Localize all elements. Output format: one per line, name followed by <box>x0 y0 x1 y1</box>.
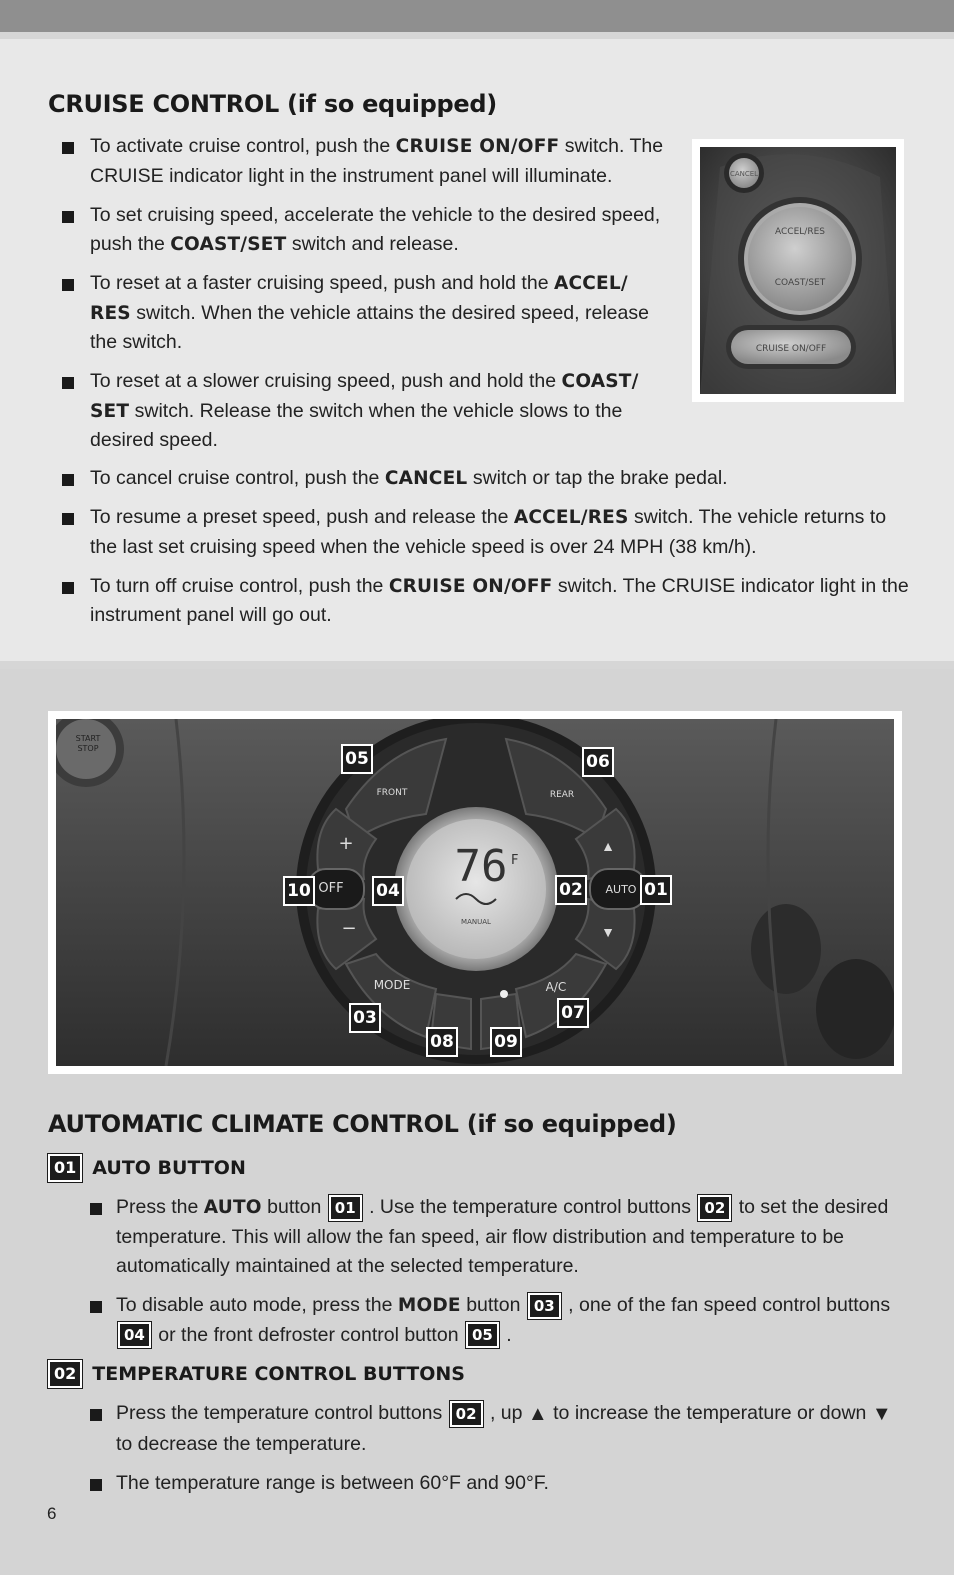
front-label: FRONT <box>376 788 408 798</box>
callout-01: 01 <box>640 875 672 905</box>
climate-bullet: Press the AUTO button 01 . Use the temperature control buttons 02 to set the desired temperature. This will allow the fan speed, air flow distribution and temperature to be automatically maintained at the selected temperature. <box>48 1193 908 1282</box>
inline-badge: 05 <box>466 1322 499 1348</box>
climate-bullet: Press the temperature control buttons 02 , up ▲ to increase the temperature or down ▼ to decrease the temperature. <box>48 1399 908 1459</box>
cruise-bullet: To reset at a faster cruising speed, push and hold the ACCEL/ RES switch. When the vehicle attains the desired speed, release the switch. <box>48 269 674 358</box>
svg-text:▼: ▼ <box>601 924 615 940</box>
header-bar <box>0 0 954 32</box>
display-temperature: 76 <box>454 841 508 892</box>
callout-10: 10 <box>283 876 315 906</box>
display-unit: F <box>511 853 519 868</box>
section-heading: AUTO BUTTON <box>92 1157 246 1179</box>
cruise-switch-illustration <box>700 147 896 394</box>
coast-set-label: COAST/SET <box>774 278 826 288</box>
auto-label: AUTO <box>605 883 637 896</box>
callout-04: 04 <box>372 876 404 906</box>
svg-text:+: + <box>338 833 354 854</box>
climate-bullet: To disable auto mode, press the MODE button 03 , one of the fan speed control buttons 04 or the front defroster control button 05 . <box>48 1291 908 1350</box>
auto-button-bullets <box>48 1193 908 1360</box>
start-label: START <box>75 734 101 743</box>
mode-label: MODE <box>373 978 411 992</box>
up-triangle-icon: ▲ <box>527 1403 548 1425</box>
accel-res-label: ACCEL/RES <box>775 227 825 237</box>
callout-06: 06 <box>582 747 614 777</box>
inline-badge: 02 <box>450 1401 483 1427</box>
cruise-bullet: To set cruising speed, accelerate the vehicle to the desired speed, push the COAST/SET switch and release. <box>48 201 674 260</box>
section-number-badge: 02 <box>48 1360 82 1388</box>
cruise-bullets-b <box>48 464 918 640</box>
svg-text:▲: ▲ <box>601 838 615 854</box>
callout-02: 02 <box>555 875 587 905</box>
inline-badge: 04 <box>118 1322 151 1348</box>
callout-08: 08 <box>426 1027 458 1057</box>
inline-badge: 01 <box>329 1195 362 1221</box>
callout-05: 05 <box>341 744 373 774</box>
down-triangle-icon: ▼ <box>871 1403 892 1425</box>
inline-badge: 03 <box>528 1293 561 1319</box>
cruise-bullet: To activate cruise control, push the CRUISE ON/OFF switch. The CRUISE indicator light in the instrument panel will illuminate. <box>48 132 674 191</box>
callout-03: 03 <box>349 1003 381 1033</box>
temperature-buttons-bullets <box>48 1399 908 1508</box>
inline-badge: 02 <box>698 1195 731 1221</box>
callout-09: 09 <box>490 1027 522 1057</box>
cruise-title: CRUISE CONTROL (if so equipped) <box>48 90 497 118</box>
section-number-badge: 01 <box>48 1154 82 1182</box>
stop-label: STOP <box>77 744 99 753</box>
cruise-bullets-a <box>48 132 674 465</box>
climate-bullet: The temperature range is between 60°F and 90°F. <box>48 1469 908 1499</box>
rear-label: REAR <box>549 790 575 800</box>
temperature-buttons-heading <box>48 1360 465 1388</box>
ac-label: A/C <box>545 980 567 994</box>
cruise-bullet: To reset at a slower cruising speed, push and hold the COAST/ SET switch. Release the switch when the vehicle slows to the desired speed. <box>48 367 674 456</box>
climate-control-illustration <box>56 719 894 1066</box>
svg-text:−: − <box>341 918 357 939</box>
cancel-label: CANCEL <box>729 170 759 178</box>
cruise-on-off-label: CRUISE ON/OFF <box>755 344 827 354</box>
auto-button-heading <box>48 1154 246 1182</box>
cruise-bullet: To cancel cruise control, push the CANCEL switch or tap the brake pedal. <box>48 464 918 494</box>
callout-07: 07 <box>557 998 589 1028</box>
page-number: 6 <box>47 1504 57 1523</box>
climate-title: AUTOMATIC CLIMATE CONTROL (if so equipped) <box>48 1110 677 1138</box>
section-heading: TEMPERATURE CONTROL BUTTONS <box>92 1363 465 1385</box>
display-mode: MANUAL <box>461 918 491 926</box>
cruise-switch-photo <box>692 139 904 402</box>
accel-coast-switch <box>748 207 852 311</box>
climate-control-photo <box>48 711 902 1074</box>
off-label: OFF <box>318 881 344 896</box>
cruise-bullet: To resume a preset speed, push and release the ACCEL/RES switch. The vehicle returns to the last set cruising speed when the vehicle speed is over 24 MPH (38 km/h). <box>48 503 918 562</box>
cruise-bullet: To turn off cruise control, push the CRUISE ON/OFF switch. The CRUISE indicator light in the instrument panel will go out. <box>48 572 918 631</box>
